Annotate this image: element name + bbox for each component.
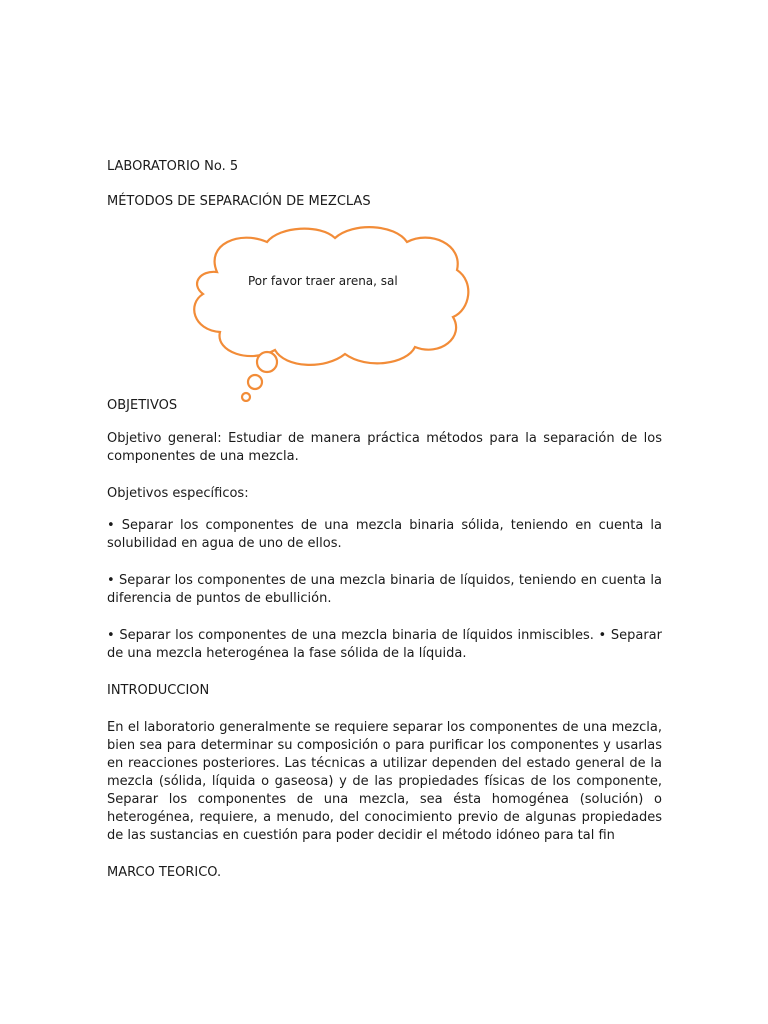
introduction-paragraph: En el laboratorio generalmente se requiere separar los componentes de una mezcla, bien sea para determinar su composición o para purificar los componentes y usarlas en reacciones posteriores. Las técnicas a utilizar dependen del estado general de la mezcla (sólida, líquida o gaseosa) y de las propiedades físicas de los componente, Separar los componentes de una mezcla, sea ésta homogénea (solución) o heterogénea, requiere, a menudo, del conocimiento previo de algunas propiedades de las sustancias en cuestión para poder decidir el método idóneo para tal fin: [107, 720, 662, 843]
introduction-heading: INTRODUCCION: [107, 683, 210, 698]
objectives-heading: OBJETIVOS: [107, 398, 178, 413]
document-title: MÉTODOS DE SEPARACIÓN DE MEZCLAS: [107, 194, 371, 209]
specific-objectives-heading: Objetivos específicos:: [107, 486, 249, 501]
bullet-item-3: • Separar los componentes de una mezcla binaria de líquidos inmiscibles. • Separar de una mezcla heterogénea la fase sólida de la líquida.: [107, 628, 662, 661]
bullet-item-2: • Separar los componentes de una mezcla binaria de líquidos, teniendo en cuenta la diferencia de puntos de ebullición.: [107, 573, 662, 606]
framework-heading: MARCO TEORICO.: [107, 865, 222, 880]
thought-cloud-shape: [185, 222, 470, 402]
callout-text: Por favor traer arena, sal: [248, 274, 398, 288]
general-objective: Objetivo general: Estudiar de manera práctica métodos para la separación de los componentes de una mezcla.: [107, 431, 662, 464]
lab-number: LABORATORIO No. 5: [107, 159, 239, 174]
thought-cloud: [185, 222, 470, 402]
bullet-item-1: • Separar los componentes de una mezcla binaria sólida, teniendo en cuenta la solubilidad en agua de uno de ellos.: [107, 518, 662, 551]
